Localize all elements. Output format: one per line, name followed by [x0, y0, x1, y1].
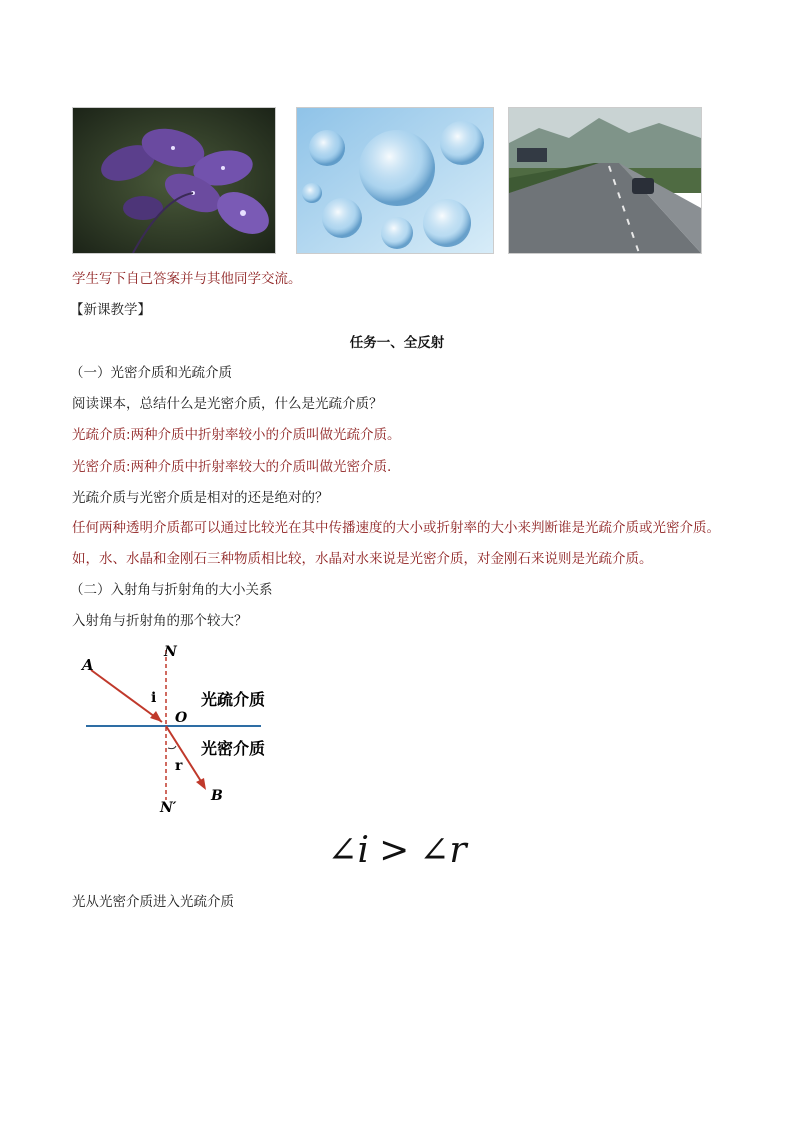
label-a: A	[82, 656, 94, 674]
formula-left: ∠i	[327, 830, 370, 871]
refracted-arrow	[196, 778, 206, 790]
photo-road-mirage	[508, 107, 702, 254]
section-heading: 【新课教学】	[70, 302, 151, 318]
label-b: B	[211, 788, 223, 804]
label-i: i	[151, 690, 157, 706]
photo-purple-leaves	[72, 107, 276, 254]
label-n: N	[164, 644, 177, 660]
medium-bottom-label: 光密介质	[201, 739, 266, 758]
question-2: 光疏介质与光密介质是相对的还是绝对的？	[72, 490, 329, 506]
intro-note: 学生写下自己答案并与其他同学交流。	[72, 271, 302, 287]
task-title: 任务一、全反射	[349, 335, 445, 351]
refraction-diagram	[76, 640, 286, 820]
photo-water-bubbles	[296, 107, 494, 254]
medium-top-label: 光疏介质	[201, 690, 266, 709]
sub2-heading: （二）入射角与折射角的大小关系	[70, 582, 273, 598]
label-o: O	[175, 710, 188, 726]
closing-line: 光从光密介质进入光疏介质	[72, 894, 234, 910]
angle-formula	[0, 830, 794, 871]
refracted-ray	[166, 726, 204, 786]
incident-arrow	[150, 711, 162, 722]
question-3: 入射角与折射角的那个较大？	[72, 613, 248, 629]
answer-1a: 光疏介质:两种介质中折射率较小的介质叫做光疏介质。	[72, 427, 401, 443]
sub1-heading: （一）光密介质和光疏介质	[70, 365, 232, 381]
label-r: r	[175, 758, 183, 774]
formula-operator: >	[379, 830, 410, 871]
label-n-prime: N′	[160, 800, 177, 816]
formula-right: ∠r	[419, 830, 467, 871]
answer-1b: 光密介质:两种介质中折射率较大的介质叫做光密介质.	[72, 459, 392, 475]
answer-2: 任何两种透明介质都可以通过比较光在其中传播速度的大小或折射率的大小来判断谁是光疏介质或光密介质。如，水、水晶和金刚石三种物质相比较，水晶对水来说是光密介质，对金刚石来说则是光疏介质。	[72, 520, 720, 567]
question-1: 阅读课本，总结什么是光密介质，什么是光疏介质？	[72, 396, 383, 412]
